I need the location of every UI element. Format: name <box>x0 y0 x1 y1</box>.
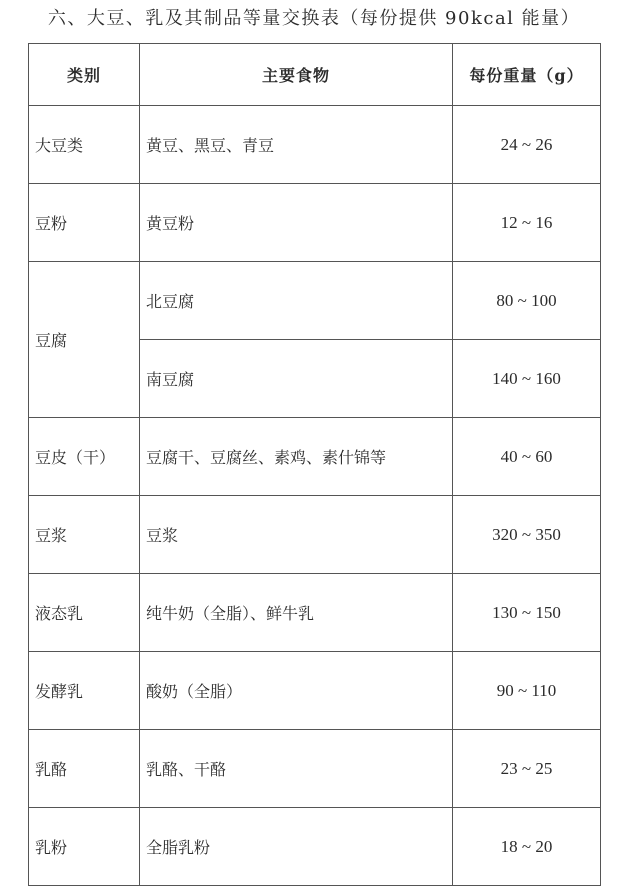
column-header-category: 类别 <box>29 44 140 106</box>
category-cell: 豆皮（干） <box>29 418 140 496</box>
food-cell: 北豆腐 <box>140 262 453 340</box>
table-row <box>29 418 601 496</box>
food-cell: 豆腐干、豆腐丝、素鸡、素什锦等 <box>140 418 453 496</box>
food-cell: 黄豆、黑豆、青豆 <box>140 106 453 184</box>
category-cell: 大豆类 <box>29 106 140 184</box>
weight-cell: 12 ~ 16 <box>453 184 601 262</box>
exchange-table <box>28 43 601 886</box>
table-row <box>29 106 601 184</box>
weight-cell: 80 ~ 100 <box>453 262 601 340</box>
column-header-weight: 每份重量（g） <box>453 44 601 106</box>
table-row <box>29 184 601 262</box>
food-cell: 酸奶（全脂） <box>140 652 453 730</box>
weight-cell: 23 ~ 25 <box>453 730 601 808</box>
table-row <box>29 262 601 340</box>
food-cell: 南豆腐 <box>140 340 453 418</box>
weight-cell: 24 ~ 26 <box>453 106 601 184</box>
table-row <box>29 496 601 574</box>
category-cell: 乳粉 <box>29 808 140 886</box>
weight-cell: 140 ~ 160 <box>453 340 601 418</box>
category-cell: 豆浆 <box>29 496 140 574</box>
category-cell: 豆腐 <box>29 262 140 418</box>
category-cell: 发酵乳 <box>29 652 140 730</box>
table-header-row <box>29 44 601 106</box>
food-cell: 乳酪、干酪 <box>140 730 453 808</box>
weight-cell: 320 ~ 350 <box>453 496 601 574</box>
weight-cell: 90 ~ 110 <box>453 652 601 730</box>
weight-cell: 130 ~ 150 <box>453 574 601 652</box>
food-cell: 全脂乳粉 <box>140 808 453 886</box>
table-row <box>29 808 601 886</box>
food-cell: 豆浆 <box>140 496 453 574</box>
food-cell: 黄豆粉 <box>140 184 453 262</box>
page-title: 六、大豆、乳及其制品等量交换表（每份提供 90kcal 能量） <box>47 8 581 29</box>
category-cell: 液态乳 <box>29 574 140 652</box>
column-header-main-food: 主要食物 <box>140 44 453 106</box>
table-row <box>29 574 601 652</box>
weight-cell: 18 ~ 20 <box>453 808 601 886</box>
table-row <box>29 652 601 730</box>
table-row <box>29 730 601 808</box>
food-cell: 纯牛奶（全脂）、鲜牛乳 <box>140 574 453 652</box>
weight-cell: 40 ~ 60 <box>453 418 601 496</box>
category-cell: 乳酪 <box>29 730 140 808</box>
category-cell: 豆粉 <box>29 184 140 262</box>
